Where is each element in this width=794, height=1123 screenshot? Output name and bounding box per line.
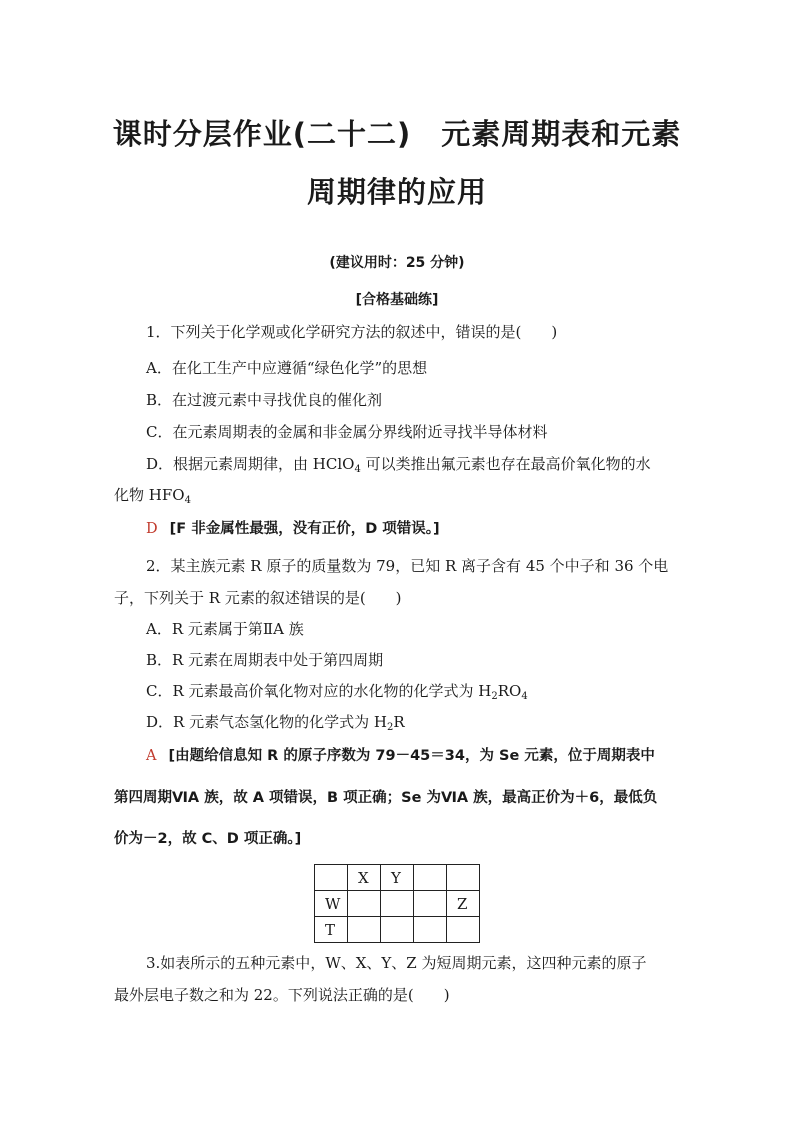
- table-cell: [414, 917, 447, 943]
- section-heading: [合格基础练]: [355, 292, 439, 308]
- table-cell: X: [348, 865, 381, 891]
- q2-option-d-text-end: R: [393, 713, 405, 731]
- q2-answer-line1: [146, 746, 655, 766]
- q1-option-c: C．在元素周期表的金属和非金属分界线附近寻找半导体材料: [146, 423, 548, 441]
- table-cell: [348, 917, 381, 943]
- periodic-table-fragment: [314, 864, 480, 943]
- table-cell: T: [315, 917, 348, 943]
- table-cell: [414, 865, 447, 891]
- q2-stem-line2: 子，下列关于 R 元素的叙述错误的是( ): [114, 589, 402, 607]
- q1-option-d-text-cont: 可以类推出氟元素也存在最高价氧化物的水: [360, 455, 651, 473]
- q2-answer-line2: 第四周期ⅥA 族，故 A 项错误，B 项正确；Se 为ⅥA 族，最高正价为＋6，最低负: [114, 790, 658, 806]
- table-row: [315, 865, 480, 891]
- subscript: 4: [521, 691, 528, 702]
- q2-option-d-text: D．R 元素气态氢化物的化学式为 H: [146, 713, 387, 731]
- q2-answer-explanation: [由题给信息知 R 的原子序数为 79－45＝34，为 Se 元素，位于周期表中: [168, 748, 655, 764]
- table-cell: [447, 865, 480, 891]
- q1-stem: 1．下列关于化学观或化学研究方法的叙述中，错误的是( ): [146, 323, 558, 341]
- q1-option-d-line2: [114, 485, 191, 505]
- q1-option-d-text: D．根据元素周期律，由 HClO: [146, 455, 355, 473]
- q1-answer: [146, 519, 440, 539]
- q2-option-c-text: C．R 元素最高价氧化物对应的水化物的化学式为 H: [146, 682, 492, 700]
- subscript: 4: [184, 495, 191, 506]
- q3-stem-line1: 3.如表所示的五种元素中，W、X、Y、Z 为短周期元素，这四种元素的原子: [146, 954, 647, 972]
- table-cell: Y: [381, 865, 414, 891]
- table-cell: [414, 891, 447, 917]
- table-row: [315, 917, 480, 943]
- q1-option-b: B．在过渡元素中寻找优良的催化剂: [146, 391, 383, 409]
- q3-stem-line2: 最外层电子数之和为 22。下列说法正确的是( ): [114, 986, 450, 1004]
- table-cell: [348, 891, 381, 917]
- subscript: 2: [491, 691, 498, 702]
- q2-option-c-text-mid: RO: [497, 682, 522, 700]
- q2-option-b: B．R 元素在周期表中处于第四周期: [146, 651, 384, 669]
- q2-stem-line1: 2．某主族元素 R 原子的质量数为 79，已知 R 离子含有 45 个中子和 36 个电: [146, 557, 669, 575]
- table-cell: Z: [447, 891, 480, 917]
- title-line-1: 课时分层作业(二十二) 元素周期表和元素: [112, 117, 682, 151]
- subscript: 4: [354, 464, 361, 475]
- q1-option-a: A．在化工生产中应遵循“绿色化学”的思想: [146, 359, 428, 377]
- table-cell: W: [315, 891, 348, 917]
- q1-option-d: [146, 454, 651, 474]
- q1-answer-letter: D: [146, 521, 158, 537]
- table-cell: [381, 891, 414, 917]
- time-hint: (建议用时：25 分钟): [329, 255, 465, 271]
- title-line-2: 周期律的应用: [306, 175, 487, 209]
- table-row: [315, 891, 480, 917]
- table-cell: [381, 917, 414, 943]
- q2-answer-line3: 价为－2，故 C、D 项正确。]: [114, 831, 302, 847]
- subscript: 2: [386, 722, 394, 733]
- q2-option-c: [146, 681, 528, 701]
- table-cell: [315, 865, 348, 891]
- q2-answer-letter: A: [146, 748, 157, 764]
- q1-option-d-line2-text: 化物 HFO: [114, 486, 185, 504]
- q1-answer-explanation: [F 非金属性最强，没有正价，D 项错误。]: [169, 521, 440, 537]
- table-cell: [447, 917, 480, 943]
- q2-option-d: [146, 712, 405, 732]
- q2-option-a: A．R 元素属于第ⅡA 族: [146, 620, 304, 638]
